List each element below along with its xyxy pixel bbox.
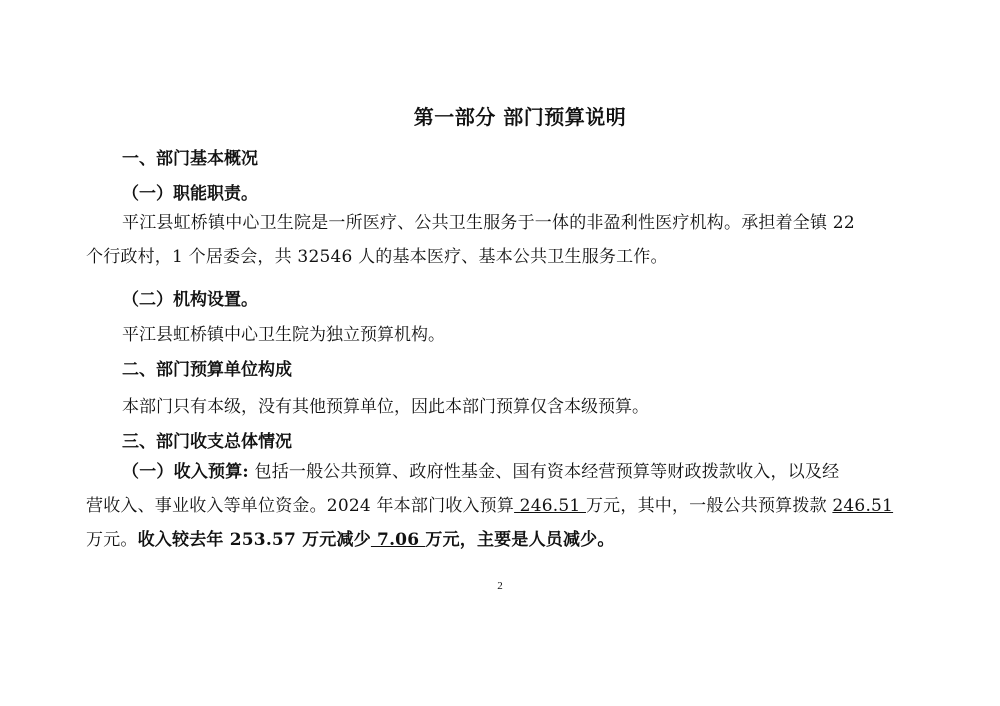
page-number: 2 — [497, 580, 503, 592]
paragraph-structure: 平江县虹桥镇中心卫生院为独立预算机构。 — [122, 325, 445, 345]
section-heading-overview: 一、部门基本概况 — [122, 149, 258, 169]
subsection-heading-functions: （一）职能职责。 — [122, 184, 258, 204]
text-span: 包括一般公共预算、政府性基金、国有资本经营预算等财政拨款收入，以及经 — [248, 462, 840, 482]
comparison-reason: 万元，主要是人员减少。 — [425, 530, 615, 550]
section-heading-units: 二、部门预算单位构成 — [122, 360, 292, 380]
paragraph-line — [86, 455, 918, 489]
paragraph-line — [86, 523, 918, 557]
paragraph-line: 平江县虹桥镇中心卫生院是一所医疗、公共卫生服务于一体的非盈利性医疗机构。承担着全镇 22 — [122, 213, 855, 233]
paragraph-income-budget — [86, 455, 918, 557]
paragraph-functions — [86, 206, 918, 274]
paragraph-line: 个行政村，1 个居委会，共 32546 人的基本医疗、基本公共卫生服务工作。 — [86, 247, 668, 267]
comparison-text: 收入较去年 253.57 万元减少 — [137, 530, 371, 550]
decrease-value: 7.06 — [370, 530, 426, 550]
text-span: 万元。 — [86, 530, 138, 550]
general-budget-value: 246.51 — [832, 496, 894, 516]
text-span: 万元，其中，一般公共预算拨款 — [585, 496, 833, 516]
subsection-heading-structure: （二）机构设置。 — [122, 290, 258, 310]
page-title: 第一部分 部门预算说明 — [413, 105, 627, 129]
section-heading-budget-overview: 三、部门收支总体情况 — [122, 432, 292, 452]
text-span: 营收入、事业收入等单位资金。2024 年本部门收入预算 — [86, 496, 515, 516]
income-total-value: 246.51 — [514, 496, 586, 516]
paragraph-line — [86, 489, 918, 523]
paragraph-units: 本部门只有本级，没有其他预算单位，因此本部门预算仅含本级预算。 — [122, 397, 649, 417]
income-budget-label: （一）收入预算: — [122, 462, 249, 482]
